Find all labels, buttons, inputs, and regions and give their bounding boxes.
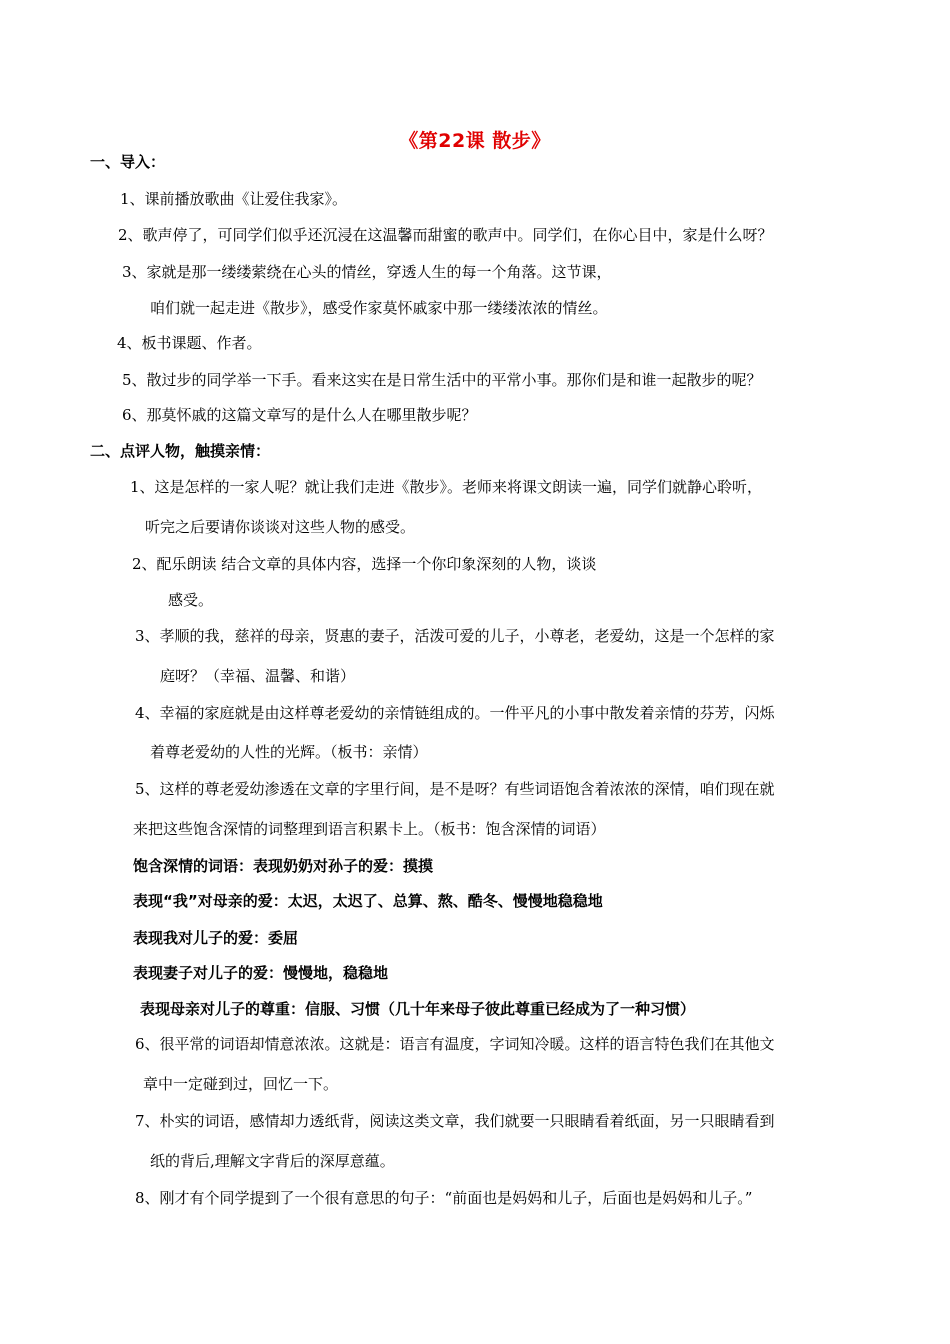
intro-line-2: 2、歌声停了，可同学们似乎还沉浸在这温馨而甜蜜的歌声中。同学们，在你心目中，家是什么呀？ <box>118 226 773 244</box>
char-line-5-cont: 来把这些饱含深情的词整理到语言积累卡上。（板书：饱含深情的词语） <box>133 820 606 838</box>
section-heading-intro: 一、导入： <box>90 153 166 171</box>
intro-line-1: 1、课前播放歌曲《让爱住我家》。 <box>120 190 348 208</box>
char-line-2: 2、配乐朗读 结合文章的具体内容，选择一个你印象深刻的人物，谈谈 <box>132 555 597 573</box>
char-line-1-cont: 听完之后要请你谈谈对这些人物的感受。 <box>145 518 416 536</box>
char-line-4: 4、幸福的家庭就是由这样尊老爱幼的亲情链组成的。一件平凡的小事中散发着亲情的芬芳，闪烁 <box>135 704 775 722</box>
vocab-line-me-son: 表现我对儿子的爱：委屈 <box>133 929 299 947</box>
char-line-3: 3、孝顺的我，慈祥的母亲，贤惠的妻子，活泼可爱的儿子，小尊老，老爱幼，这是一个怎样的家 <box>135 627 775 645</box>
char-line-2-cont: 感受。 <box>168 591 214 609</box>
intro-line-3: 3、家就是那一缕缕萦绕在心头的情丝，穿透人生的每一个角落。这节课， <box>122 263 612 281</box>
vocab-line-wife-son: 表现妻子对儿子的爱：慢慢地，稳稳地 <box>133 964 389 982</box>
char-line-5: 5、这样的尊老爱幼渗透在文章的字里行间，是不是呀？有些词语饱含着浓浓的深情，咱们现在就 <box>135 780 775 798</box>
intro-line-4: 4、板书课题、作者。 <box>117 334 262 352</box>
vocab-heading: 饱含深情的词语：表现奶奶对孙子的爱：摸摸 <box>133 857 434 875</box>
intro-line-3-cont: 咱们就一起走进《散步》，感受作家莫怀戚家中那一缕缕浓浓的情丝。 <box>150 299 608 317</box>
char-line-4-cont: 着尊老爱幼的人性的光辉。（板书：亲情） <box>150 743 428 761</box>
section-heading-characters: 二、点评人物，触摸亲情： <box>90 442 271 460</box>
char-line-3-cont: 庭呀？（幸福、温馨、和谐） <box>160 667 356 685</box>
vocab-line-mother-son: 表现母亲对儿子的尊重：信服、习惯（几十年来母子彼此尊重已经成为了一种习惯） <box>140 1000 696 1018</box>
char-line-6-cont: 章中一定碰到过，回忆一下。 <box>143 1075 339 1093</box>
char-line-7: 7、朴实的词语，感情却力透纸背，阅读这类文章，我们就要一只眼睛看着纸面，另一只眼睛看到 <box>135 1112 775 1130</box>
intro-line-6: 6、那莫怀戚的这篇文章写的是什么人在哪里散步呢？ <box>122 406 477 424</box>
char-line-1: 1、这是怎样的一家人呢？就让我们走进《散步》。老师来将课文朗读一遍，同学们就静心聆听， <box>130 478 763 496</box>
page-title: 《第22课 散步》 <box>399 130 551 152</box>
char-line-8: 8、刚才有个同学提到了一个很有意思的句子：“前面也是妈妈和儿子，后面也是妈妈和儿子。” <box>135 1189 753 1207</box>
char-line-6: 6、很平常的词语却情意浓浓。这就是：语言有温度，字词知冷暖。这样的语言特色我们在其他文 <box>135 1035 775 1053</box>
vocab-line-me-mother: 表现“我”对母亲的爱：太迟，太迟了、总算、熬、酷冬、慢慢地稳稳地 <box>133 892 603 910</box>
char-line-7-cont: 纸的背后,理解文字背后的深厚意蕴。 <box>150 1152 395 1170</box>
intro-line-5: 5、散过步的同学举一下手。看来这实在是日常生活中的平常小事。那你们是和谁一起散步的呢？ <box>122 371 762 389</box>
